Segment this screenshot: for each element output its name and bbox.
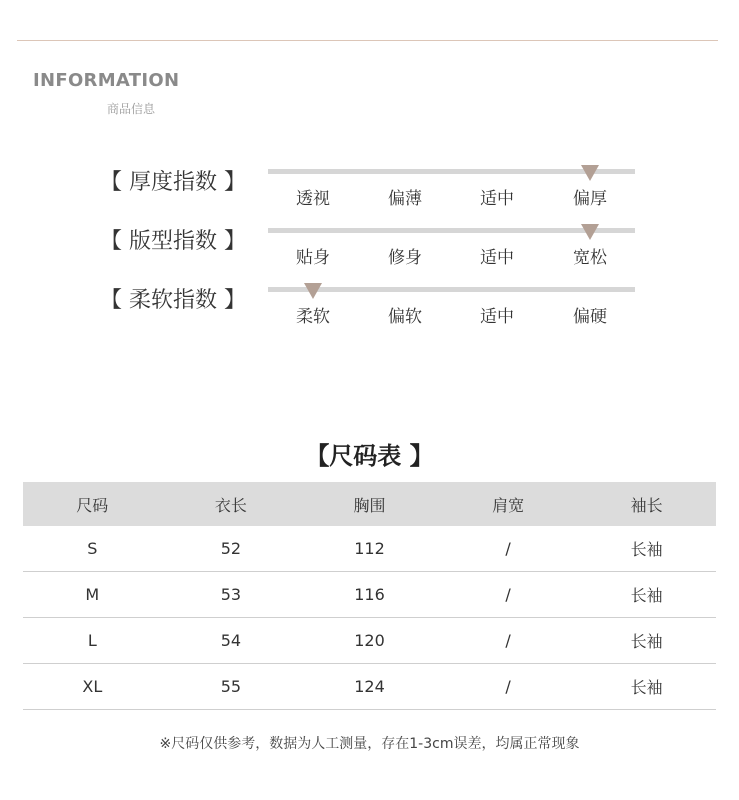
table-cell: 55 xyxy=(220,677,242,696)
index-option: 偏软 xyxy=(388,307,422,327)
index-label: 【 版型指数 】 xyxy=(100,229,246,254)
table-cell: 长袖 xyxy=(630,632,663,651)
table-cell: 53 xyxy=(220,585,242,604)
table-cell: 112 xyxy=(354,539,385,558)
top-divider xyxy=(17,40,718,41)
table-cell: 52 xyxy=(220,539,242,558)
table-cell: 长袖 xyxy=(630,540,663,559)
section-title: INFORMATION xyxy=(33,70,180,91)
table-cell: 120 xyxy=(354,631,385,650)
size-table-header-cell: 衣长 xyxy=(214,495,247,515)
table-cell: S xyxy=(87,539,98,558)
size-note: ※尺码仅供参考，数据为人工测量，存在1-3cm误差，均属正常现象 xyxy=(159,736,580,752)
size-table-header xyxy=(23,482,716,526)
table-cell: / xyxy=(505,539,511,558)
index-row xyxy=(0,165,739,215)
table-row xyxy=(23,526,716,572)
index-track xyxy=(268,287,635,292)
index-track xyxy=(268,228,635,233)
index-marker-icon xyxy=(304,283,322,299)
table-cell: / xyxy=(505,631,511,650)
index-label: 【 厚度指数 】 xyxy=(100,170,246,195)
table-cell: / xyxy=(505,585,511,604)
index-track xyxy=(268,169,635,174)
table-row xyxy=(23,664,716,710)
index-option: 柔软 xyxy=(296,307,330,327)
index-marker-icon xyxy=(581,224,599,240)
table-cell: M xyxy=(85,585,100,604)
index-option: 偏硬 xyxy=(573,307,607,327)
index-option: 宽松 xyxy=(573,248,607,268)
size-table-header-cell: 胸围 xyxy=(353,495,386,515)
table-cell: 116 xyxy=(354,585,385,604)
index-label: 【 柔软指数 】 xyxy=(100,288,246,313)
table-row xyxy=(23,618,716,664)
index-option: 偏薄 xyxy=(388,189,422,209)
table-cell: 长袖 xyxy=(630,586,663,605)
table-cell: L xyxy=(87,631,97,650)
size-table-title: 【尺码表 】 xyxy=(305,442,434,470)
table-cell: XL xyxy=(82,677,103,696)
size-table xyxy=(23,482,716,710)
table-cell: 54 xyxy=(220,631,242,650)
index-row xyxy=(0,224,739,274)
table-row xyxy=(23,572,716,618)
index-row xyxy=(0,283,739,333)
index-option: 适中 xyxy=(480,189,514,209)
size-table-header-cell: 尺码 xyxy=(76,495,109,515)
index-option: 透视 xyxy=(296,189,330,209)
table-cell: 长袖 xyxy=(630,678,663,697)
index-marker-icon xyxy=(581,165,599,181)
table-cell: 124 xyxy=(354,677,385,696)
index-option: 修身 xyxy=(388,248,422,268)
size-table-header-cell: 肩宽 xyxy=(492,495,525,515)
index-option: 适中 xyxy=(480,248,514,268)
index-option: 适中 xyxy=(480,307,514,327)
size-table-body xyxy=(23,526,716,710)
table-cell: / xyxy=(505,677,511,696)
section-subtitle: 商品信息 xyxy=(107,102,156,116)
index-option: 贴身 xyxy=(296,248,330,268)
size-table-header-cell: 袖长 xyxy=(630,495,663,515)
index-option: 偏厚 xyxy=(573,189,607,209)
